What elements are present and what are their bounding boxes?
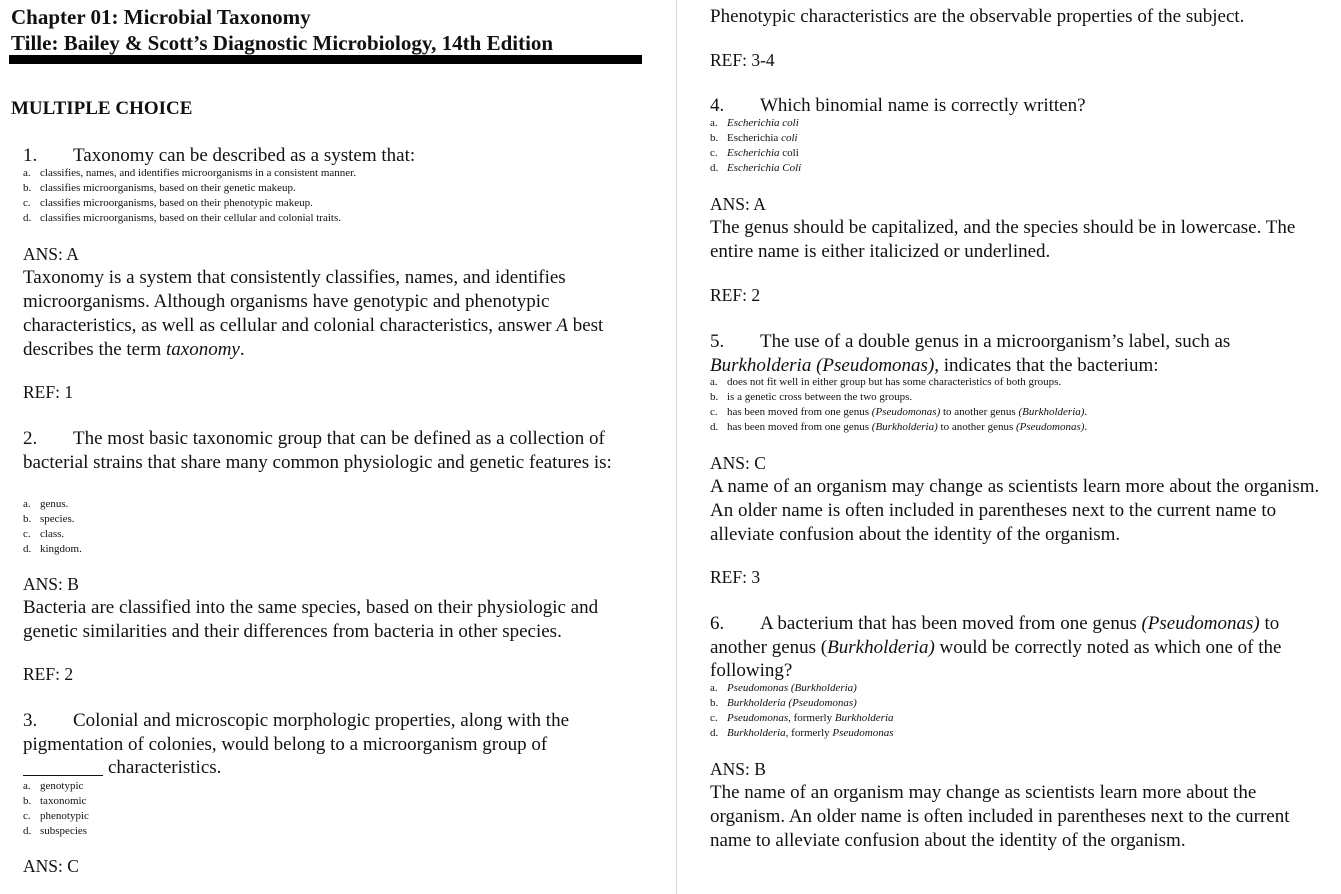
option-text: taxonomic xyxy=(40,795,87,807)
option-letter: c. xyxy=(23,528,31,540)
question-text: The most basic taxonomic group that can be defined as a collection of bacterial strains that share many common physiologic and genetic features is: xyxy=(23,428,612,473)
question-2-stem xyxy=(23,427,648,474)
question-text: Colonial and microscopic morphologic properties, along with the pigmentation of colonies, would belong to a microorganism group of xyxy=(23,710,570,755)
reference: REF: 2 xyxy=(23,664,74,684)
option-text: genus. xyxy=(40,498,69,510)
question-6-stem xyxy=(710,612,1335,683)
option-letter: b. xyxy=(710,697,719,709)
question-number: 4. xyxy=(710,95,725,116)
reference: REF: 3 xyxy=(710,567,761,587)
question-1-stem xyxy=(23,144,643,168)
chapter-title: Chapter 01: Microbial Taxonomy xyxy=(11,5,311,29)
option-text: coli xyxy=(781,132,798,144)
rationale-text: Taxonomy is a system that consistently classifies, names, and identifies microorganisms. Although organisms have genotypic and phenotypic characteristics, as well as cellular and colonial characteristics, answer xyxy=(23,267,566,336)
option-a xyxy=(710,681,894,696)
answer: ANS: A xyxy=(23,244,79,264)
question-number: 1. xyxy=(23,145,38,166)
option-text: Pseudomonas (Burkholderia) xyxy=(727,682,857,694)
option-text: . xyxy=(1084,421,1088,433)
option-a xyxy=(23,166,356,181)
question-text: to another genus ( xyxy=(710,613,1280,658)
option-letter: d. xyxy=(710,421,719,433)
option-text: Escherichia xyxy=(727,132,782,144)
option-letter: d. xyxy=(710,727,719,739)
question-text: Which binomial name is correctly written? xyxy=(760,95,1086,116)
option-text: to another genus xyxy=(940,406,1019,418)
option-text: to another genus xyxy=(937,421,1016,433)
question-number: 3. xyxy=(23,710,38,731)
option-text: has been moved from one genus xyxy=(727,406,872,418)
option-a xyxy=(710,116,801,131)
option-text: Burkholderia xyxy=(727,727,786,739)
option-letter: a. xyxy=(23,780,31,792)
rationale-emphasis: A xyxy=(556,315,568,336)
option-letter: b. xyxy=(710,391,719,403)
rationale-text: . xyxy=(239,339,245,360)
option-letter: c. xyxy=(23,810,31,822)
option-c xyxy=(23,527,82,542)
option-d xyxy=(23,824,89,839)
option-text: . xyxy=(1084,406,1088,418)
option-text: class. xyxy=(40,528,65,540)
option-text: has been moved from one genus xyxy=(727,421,872,433)
option-text: classifies microorganisms, based on their phenotypic makeup. xyxy=(40,197,313,209)
option-d xyxy=(710,161,801,176)
rationale: The genus should be capitalized, and the species should be in lowercase. The entire name is either italicized or underlined. xyxy=(710,217,1296,262)
option-text: classifies microorganisms, based on their cellular and colonial traits. xyxy=(40,212,341,224)
option-text: Pseudomonas xyxy=(727,712,789,724)
question-6-options xyxy=(710,681,894,741)
option-a xyxy=(23,497,82,512)
option-text: does not fit well in either group but has some characteristics of both groups. xyxy=(727,376,1062,388)
option-d xyxy=(710,420,1087,435)
option-b xyxy=(23,794,89,809)
option-letter: c. xyxy=(23,197,31,209)
option-letter: c. xyxy=(710,406,718,418)
option-letter: a. xyxy=(710,682,718,694)
option-b xyxy=(23,181,356,196)
question-number: 2. xyxy=(23,428,38,449)
answer: ANS: B xyxy=(710,759,766,779)
option-text: classifies, names, and identifies microorganisms in a consistent manner. xyxy=(40,167,356,179)
option-text: (Pseudomonas) xyxy=(871,406,941,418)
option-d xyxy=(23,542,82,557)
option-text: Escherichia Coli xyxy=(727,162,802,174)
option-a xyxy=(710,375,1087,390)
option-text: , formerly xyxy=(785,727,833,739)
question-3-stem xyxy=(23,709,623,780)
question-text: indicates that the bacterium: xyxy=(939,354,1159,376)
option-text: (Burkholderia) xyxy=(1018,406,1085,418)
option-a xyxy=(23,779,89,794)
option-letter: a. xyxy=(710,376,718,388)
rationale: Phenotypic characteristics are the observable properties of the subject. xyxy=(710,6,1245,27)
option-letter: a. xyxy=(23,498,31,510)
option-letter: b. xyxy=(23,795,32,807)
option-text: Escherichia xyxy=(727,147,780,159)
option-letter: d. xyxy=(23,543,32,555)
answer: ANS: C xyxy=(710,453,766,473)
option-b xyxy=(23,512,82,527)
question-text: The use of a double genus in a microorganism’s label, such as xyxy=(760,331,1231,352)
option-c xyxy=(710,711,894,726)
question-text: A bacterium that has been moved from one genus xyxy=(760,613,1142,634)
question-5-stem xyxy=(710,330,1330,377)
option-text: genotypic xyxy=(40,780,84,792)
answer-blank xyxy=(23,757,103,776)
option-text: subspecies xyxy=(40,825,88,837)
option-text: phenotypic xyxy=(40,810,89,822)
question-text-emphasis: (Pseudomonas) xyxy=(1141,613,1260,634)
question-text-emphasis: Burkholderia) xyxy=(827,636,935,658)
question-number: 5. xyxy=(710,331,725,352)
option-text: is a genetic cross between the two groups. xyxy=(727,391,913,403)
option-letter: d. xyxy=(23,212,32,224)
question-4-options xyxy=(710,116,801,176)
question-text-emphasis: Burkholderia (Pseudomonas), xyxy=(710,354,940,376)
right-column xyxy=(676,0,1341,894)
rationale: Bacteria are classified into the same species, based on their physiologic and genetic similarities and their differences from bacteria in other species. xyxy=(23,597,599,642)
question-text: Taxonomy can be described as a system that: xyxy=(73,145,416,166)
option-text: kingdom. xyxy=(40,543,82,555)
option-c xyxy=(23,809,89,824)
option-c xyxy=(23,196,356,211)
question-3-options xyxy=(23,779,89,839)
option-c xyxy=(710,146,801,161)
question-number: 6. xyxy=(710,613,725,634)
rationale: A name of an organism may change as scientists learn more about the organism. An older name is often included in parentheses next to the current name to alleviate confusion about the identity of the organism. xyxy=(710,476,1320,545)
option-c xyxy=(710,405,1087,420)
option-d xyxy=(23,211,356,226)
option-letter: c. xyxy=(710,147,718,159)
option-letter: a. xyxy=(23,167,31,179)
option-text: (Pseudomonas) xyxy=(1015,421,1085,433)
rationale-emphasis: taxonomy xyxy=(165,339,240,360)
answer: ANS: C xyxy=(23,856,79,876)
option-text: classifies microorganisms, based on their genetic makeup. xyxy=(40,182,296,194)
option-text: coli xyxy=(779,147,799,159)
rationale-text: best describes the term xyxy=(23,315,604,360)
header-rule xyxy=(9,55,642,64)
option-letter: d. xyxy=(710,162,719,174)
option-text: Burkholderia xyxy=(834,712,894,724)
question-4-stem xyxy=(710,94,1330,118)
option-text: species. xyxy=(40,513,75,525)
option-b xyxy=(710,696,894,711)
option-text: Burkholderia (Pseudomonas) xyxy=(727,697,857,709)
reference: REF: 2 xyxy=(710,285,761,305)
section-title: MULTIPLE CHOICE xyxy=(11,98,193,119)
option-b xyxy=(710,390,1087,405)
reference: REF: 1 xyxy=(23,382,74,402)
option-text: Pseudomonas xyxy=(832,727,894,739)
book-title: Tille: Bailey & Scott’s Diagnostic Microbiology, 14th Edition xyxy=(11,31,554,55)
question-text-end: characteristics. xyxy=(108,757,222,778)
question-5-options xyxy=(710,375,1087,435)
question-1-options xyxy=(23,166,356,226)
question-2-options xyxy=(23,497,82,557)
option-letter: b. xyxy=(23,182,32,194)
rationale xyxy=(23,266,648,362)
question-text: would be correctly noted as which one of the following? xyxy=(710,636,1282,681)
option-d xyxy=(710,726,894,741)
option-text: (Burkholderia) xyxy=(871,421,938,433)
option-letter: c. xyxy=(710,712,718,724)
rationale: The name of an organism may change as scientists learn more about the organism. An older name is often included in parentheses next to the current name to alleviate confusion about the identity of the organism. xyxy=(710,782,1290,851)
option-text: Escherichia coli xyxy=(727,117,799,129)
reference: REF: 3-4 xyxy=(710,50,775,70)
option-text: , formerly xyxy=(788,712,835,724)
option-letter: b. xyxy=(23,513,32,525)
option-b xyxy=(710,131,801,146)
answer: ANS: A xyxy=(710,194,766,214)
option-letter: a. xyxy=(710,117,718,129)
answer: ANS: B xyxy=(23,574,79,594)
option-letter: b. xyxy=(710,132,719,144)
option-letter: d. xyxy=(23,825,32,837)
